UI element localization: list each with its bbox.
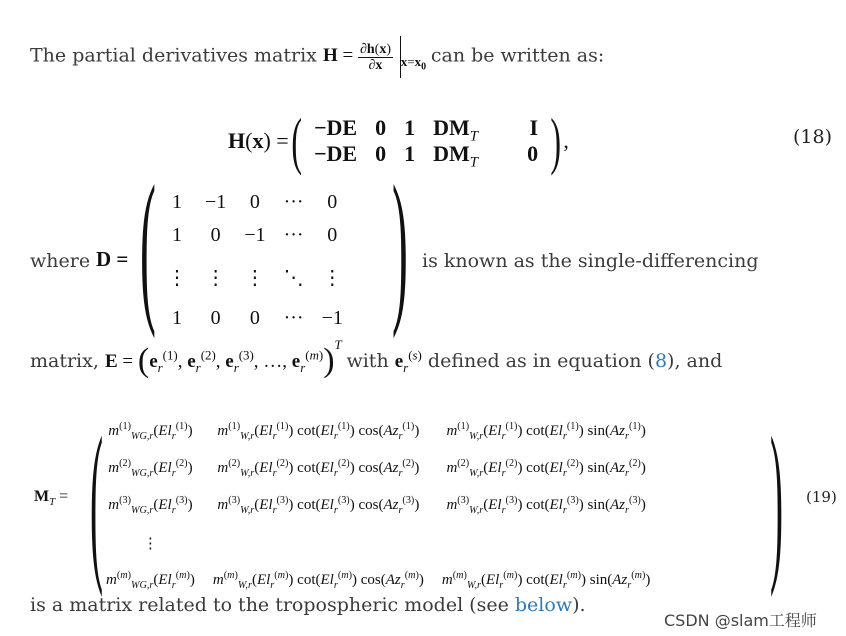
MT-row-2: $m^{(2)}_{WG,r}(El_r^{(2)})$ $m^{(2)}_{W,r}(El_r^{(2)})$ $\cot(El_r^{(2)})$ $\cos(Az_r^{(2)})$ $m^{(2)}_{W,r}(El_r^{(2)})$ $\cot(El_r^{(2)})$ $\sin(Az_r^{(2)})$ [108,458,646,479]
MT-M: M [34,488,50,505]
D-right-paren: ) [392,151,408,339]
equation-18: H(x) = ( −DE 0 1 $DM_T$ I −DE 0 1 $DM_T$ 0 ) , [228,105,569,176]
H-eq-inline: H = $\frac{\partial h(x)}{\partial x}$ $_{x=x_0}$ [323,45,431,66]
D-r4c3: 0 [249,307,260,329]
closing-end: ). [572,594,586,616]
E-definition: $E = (e_r^{(1)}$, $e_r^{(2)}$, $e_r^{(3)}$, …, $e_r^{(m)})^T$ [104,337,342,379]
intro-post: can be written as: [430,44,605,67]
D-r2c2: 0 [210,224,221,246]
matrix-word: matrix, [30,350,99,372]
defined-text: defined as in equation [427,350,642,372]
partial-fraction: $\frac{\partial h(x)}{\partial x}$ [359,41,391,73]
MT-row-1: $m^{(1)}_{WG,r}(El_r^{(1)})$ $m^{(1)}_{W,r}(El_r^{(1)})$ $\cot(El_r^{(1)})$ $\cos(Az_r^{(1)})$ $m^{(1)}_{W,r}(El_r^{(1)})$ $\cot(El_r^{(1)})$ $\sin(Az_r^{(1)})$ [108,421,646,442]
D-r2c3: −1 [244,224,266,246]
eq-8-link[interactable]: 8 [654,350,668,372]
D-r1c2: −1 [205,191,227,213]
D-r4c4: ··· [283,307,304,329]
D-r4c5: −1 [321,307,343,329]
eq18-number: (18) [793,126,833,148]
MT-row-3: $m^{(3)}_{WG,r}(El_r^{(3)})$ $m^{(3)}_{W,r}(El_r^{(3)})$ $\cot(El_r^{(3)})$ $\cos(Az_r^{(3)})$ $m^{(3)}_{W,r}(El_r^{(3)})$ $\cot(El_r^{(3)})$ $\sin(Az_r^{(3)})$ [108,495,646,516]
MT-matrix [96,412,660,600]
closing-text: is a matrix related to the tropospheric model (see [30,594,509,616]
D-r1c1: 1 [172,191,182,213]
csdn-watermark: CSDN @slam工程师 [664,611,817,630]
e-rs: $e_r^{(s)}$ [394,347,422,375]
D-r3c3: ⋮ [244,266,265,289]
below-link[interactable]: below [514,594,573,616]
intro-line [30,36,604,78]
where-word: where [30,250,91,272]
D-r3c5: ⋮ [322,266,343,289]
eq19-number: (19) [806,488,837,506]
eq18-r1c4: DM [433,115,470,140]
D-r2c5: 0 [327,224,338,246]
D-r3c2: ⋮ [205,266,226,289]
eq18-r2c1: −DE [314,141,358,166]
D-r2c1: 1 [172,224,182,246]
eq18-r1c3: 1 [404,115,416,140]
D-r2c4: ··· [283,224,304,246]
MT-right-paren: ) [770,400,784,598]
eq18-r2c2: 0 [375,141,387,166]
D-matrix [158,186,352,335]
matrix-E-line: matrix, $E = (e_r^{(1)}$, $e_r^{(2)}$, $e_r^{(3)}$, …, $e_r^{(m)})^T$ with $e_r^{(s)}$ defined as in equation (8), and [30,337,723,379]
D-label: D = [96,247,129,271]
D-left-paren: ( [140,151,156,339]
D-r1c4: ··· [283,191,304,213]
D-r1c3: 0 [249,191,260,213]
eq18-r2c4: DM [433,141,470,166]
eq18-r2c5: 0 [527,141,539,166]
closing-line [30,594,586,616]
eq18-r1c1: −DE [314,115,358,140]
MT-label: $M_T$ = [34,488,69,509]
where-after: is known as the single-differencing [422,250,759,272]
D-r3c4: ⋱ [283,266,304,289]
intro-pre: The partial derivatives matrix [30,44,317,67]
MT-row-m: $m^{(m)}_{WG,r}(El_r^{(m)})$ $m^{(m)}_{W,r}(El_r^{(m)})$ $\cot(El_r^{(m)})$ $\cos(Az_r^{(m)})$ $m^{(m)}_{W,r}(El_r^{(m)})$ $\cot(El_r^{(m)})$ $\sin(Az_r^{(m)})$ [106,570,651,591]
D-r1c5: 0 [327,191,338,213]
D-r4c1: 1 [172,307,182,329]
eq18-matrix [305,115,547,171]
eq18-r1-T: T [469,128,479,145]
eq18-r2c3: 1 [404,141,416,166]
MT-left-paren: ( [90,400,104,598]
eq18-r1c2: 0 [375,115,387,140]
eq18-r1c5: I [529,115,539,140]
D-r3c1: ⋮ [167,266,187,289]
D-r4c2: 0 [210,307,221,329]
eq18-r2-T: T [469,154,479,171]
MT-row-dots: ⋮ [142,535,158,552]
with-word: with [346,350,389,372]
and-text: ), and [667,350,723,372]
